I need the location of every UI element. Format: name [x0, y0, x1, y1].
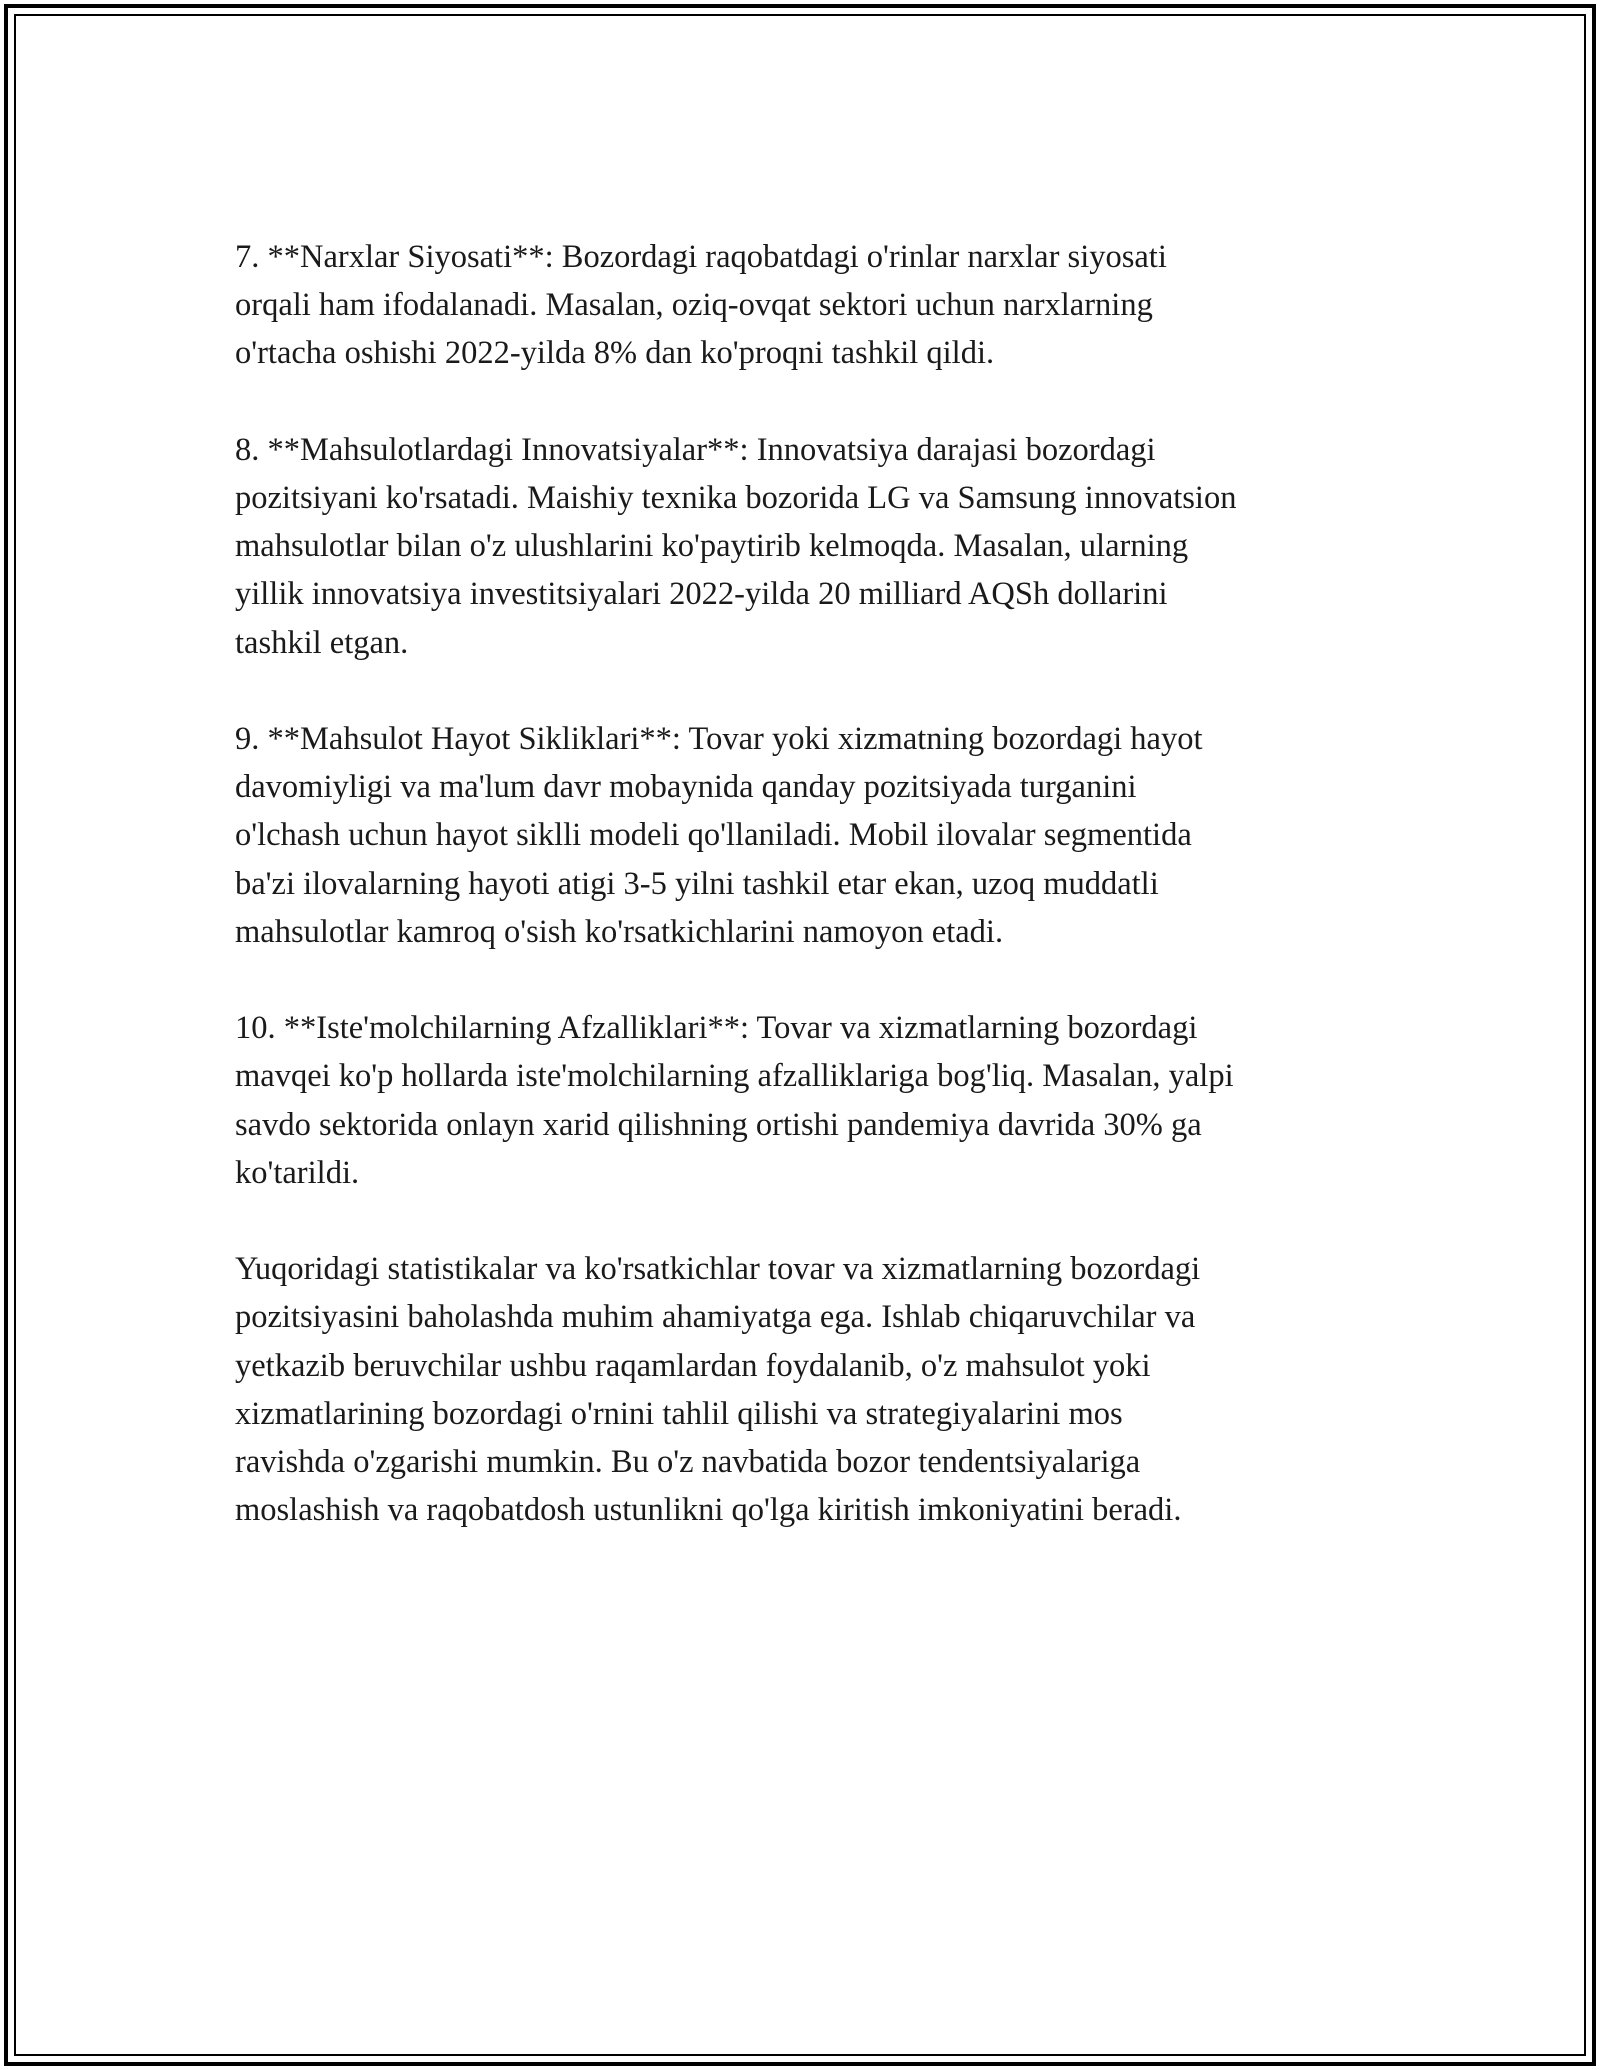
paragraph-item-10: 10. **Iste'molchilarning Afzalliklari**: Tovar va xizmatlarning bozordagi mavqei ko'p hollarda iste'molchilarning afzalliklariga bog'liq. Masalan, yalpi savdo sektorida onlayn xarid qilishning ortishi pandemiya davrida 30% ga ko'tarildi. — [235, 1010, 1234, 1191]
paragraph-item-8: 8. **Mahsulotlardagi Innovatsiyalar**: Innovatsiya darajasi bozordagi pozitsiyani ko'rsatadi. Maishiy texnika bozorida LG va Samsung innovatsion mahsulotlar bilan o'z ulushlarini ko'paytirib kelmoqda. Masalan, ularning yillik innovatsiya investitsiyalari 2022-yilda 20 milliard AQSh dollarini tashkil etgan. — [235, 431, 1237, 661]
document-body — [235, 233, 1375, 1583]
paragraph-item-7: 7. **Narxlar Siyosati**: Bozordagi raqobatdagi o'rinlar narxlar siyosati orqali ham ifodalanadi. Masalan, oziq-ovqat sektori uchun narxlarning o'rtacha oshishi 2022-yilda 8% dan ko'proqni tashkil qildi. — [235, 239, 1167, 372]
paragraph-item-9: 9. **Mahsulot Hayot Sikliklari**: Tovar yoki xizmatning bozordagi hayot davomiyligi va ma'lum davr mobaynida qanday pozitsiyada turganini o'lchash uchun hayot siklli modeli qo'llaniladi. Mobil ilovalar segmentida ba'zi ilovalarning hayoti atigi 3-5 yilni tashkil etar ekan, uzoq muddatli mahsulotlar kamroq o'sish ko'rsatkichlarini namoyon etadi. — [235, 721, 1203, 950]
paragraph-conclusion: Yuqoridagi statistikalar va ko'rsatkichlar tovar va xizmatlarning bozordagi pozitsiyasini baholashda muhim ahamiyatga ega. Ishlab chiqaruvchilar va yetkazib beruvchilar ushbu raqamlardan foydalanib, o'z mahsulot yoki xizmatlarining bozordagi o'rnini tahlil qilishi va strategiyalarini mos ravishda o'zgarishi mumkin. Bu o'z navbatida bozor tendentsiyalariga moslashish va raqobatdosh ustunlikni qo'lga kiritish imkoniyatini beradi. — [235, 1251, 1201, 1529]
